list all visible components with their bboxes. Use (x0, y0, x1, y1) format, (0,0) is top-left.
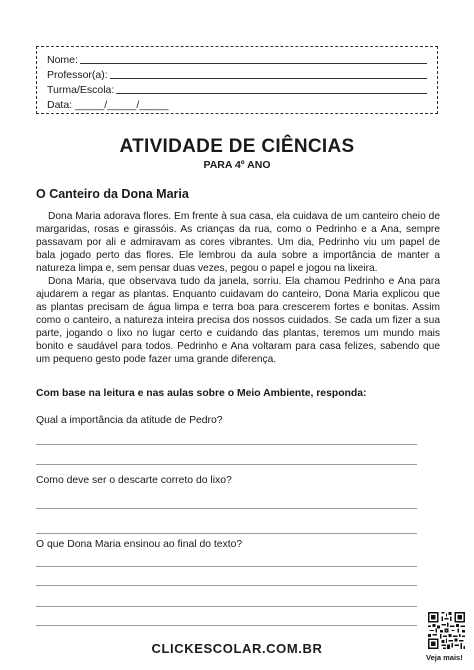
teacher-line[interactable] (110, 69, 427, 79)
story-paragraph-1: Dona Maria adorava flores. Em frente à sua casa, ela cuidava de um canteiro cheio de margaridas, rosas e girassóis. As crianças da rua, como o Pedrinho e a Ana, sempre passavam por ali e admiravam as cores vibrantes. Um dia, Pedrinho viu um papel de bala jogado perto das flores. Ele lembrou da aula sobre a importância de manter a natureza limpa e, sem pensar duas vezes, pegou o papel e jogou na lixeira. (36, 211, 440, 274)
teacher-label: Professor(a): (47, 69, 108, 81)
page-title: ATIVIDADE DE CIÊNCIAS (119, 136, 355, 157)
instruction-text: Com base na leitura e nas aulas sobre o Meio Ambiente, responda: (36, 388, 367, 399)
date-row (47, 96, 427, 111)
story-paragraph-2: Dona Maria, que observava tudo da janela, sorriu. Ela chamou Pedrinho e Ana para ajudarem a regar as plantas. Enquanto cuidavam do canteiro, Dona Maria explicou que as plantas precisam de água limpa e terra boa para crescerem fortes e bonitas. Assim como o canteiro, a natureza inteira precisa dos nossos cuidados. Se cada um fizer a sua parte, jogando o lixo no lugar certo e cuidando das plantas, teremos um mundo mais bonito e saudável para todos. Pedrinho e Ana voltaram para casa felizes, sabendo que um pequeno gesto pode fazer uma grande diferença. (36, 276, 440, 365)
answer-line-1a[interactable] (36, 444, 417, 445)
answer-line-1b[interactable] (36, 464, 417, 465)
question-2: Como deve ser o descarte correto do lixo? (36, 475, 232, 486)
page-subtitle: PARA 4º ANO (203, 159, 271, 171)
answer-line-2a[interactable] (36, 508, 417, 509)
student-info-box (36, 46, 438, 114)
answer-line-2b[interactable] (36, 533, 417, 534)
footer-site-name[interactable]: CLICKESCOLAR.COM.BR (151, 641, 323, 656)
name-row (47, 51, 427, 66)
question-3: O que Dona Maria ensinou ao final do texto? (36, 539, 243, 550)
name-line[interactable] (80, 54, 427, 64)
story-title: O Canteiro da Dona Maria (36, 187, 189, 201)
answer-line-3b[interactable] (36, 585, 417, 586)
class-row (47, 81, 427, 96)
qr-code-icon[interactable] (428, 612, 465, 649)
date-label[interactable]: Data: _____/_____/_____ (47, 99, 169, 111)
qr-caption: Veja mais! (426, 653, 463, 662)
answer-line-3d[interactable] (36, 625, 417, 626)
story-text (36, 210, 440, 366)
answer-line-3a[interactable] (36, 566, 417, 567)
answer-line-3c[interactable] (36, 606, 417, 607)
teacher-row (47, 66, 427, 81)
name-label: Nome: (47, 54, 78, 66)
class-line[interactable] (116, 84, 427, 94)
class-label: Turma/Escola: (47, 84, 115, 96)
question-1: Qual a importância da atitude de Pedro? (36, 415, 223, 426)
